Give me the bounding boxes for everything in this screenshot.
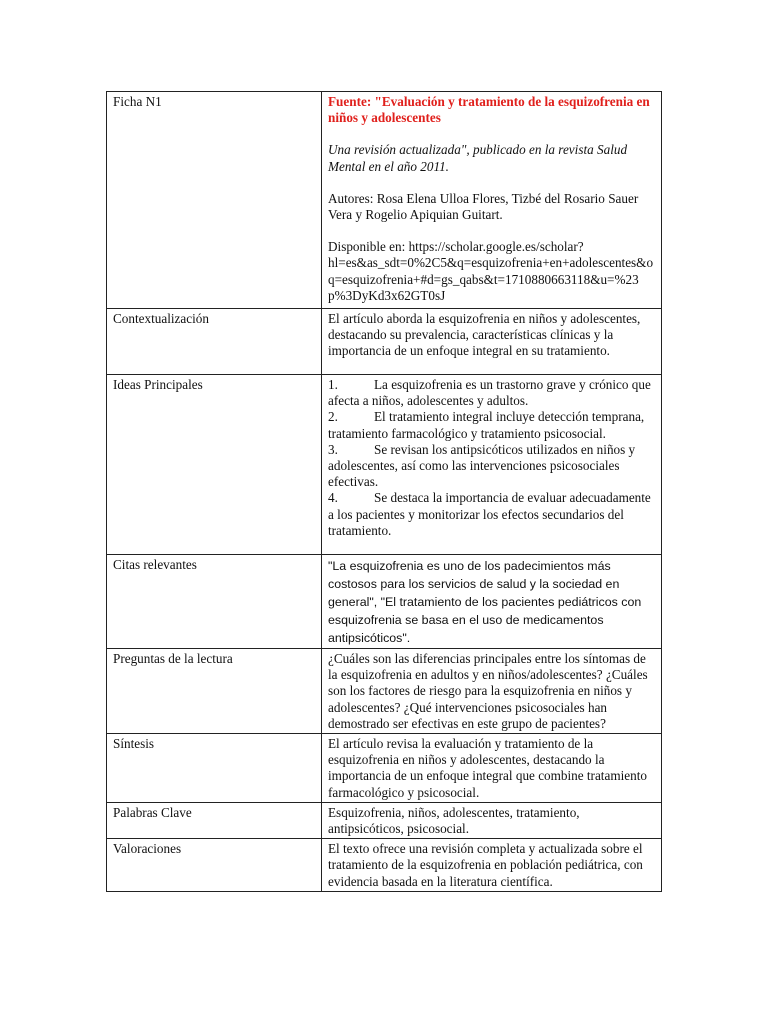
cell-valoraciones: El texto ofrece una revisión completa y actualizada sobre el tratamiento de la esquizofrenia en población pediátrica, con evidencia basada en la literatura científica. <box>322 839 662 892</box>
label-sintesis: Síntesis <box>107 734 322 803</box>
source-url[interactable]: hl=es&as_sdt=0%2C5&q=esquizofrenia+en+adolescentes&oq=esquizofrenia+#d=gs_qabs&t=1710880663118&u=%23p%3DyKd3x62GT0sJ <box>328 255 654 303</box>
row-fuente <box>107 92 662 309</box>
row-valoraciones <box>107 839 662 892</box>
row-contextualizacion <box>107 309 662 375</box>
idea-item: 4. Se destaca la importancia de evaluar adecuadamente a los pacientes y monitorizar los efectos secundarios del tratamiento. <box>328 490 651 538</box>
cell-preguntas: ¿Cuáles son las diferencias principales entre los síntomas de la esquizofrenia en adultos y en niños/adolescentes? ¿Cuáles son los factores de riesgo para la esquizofrenia en niños y adolescentes? ¿Qué intervenciones psicosociales han demostrado ser efectivas en este grupo de pacientes? <box>322 649 662 734</box>
source-available-prefix: Disponible en: https://scholar.google.es/scholar? <box>328 239 584 255</box>
label-valoraciones: Valoraciones <box>107 839 322 892</box>
cell-ideas <box>322 375 662 555</box>
idea-item: 2. El tratamiento integral incluye detección temprana, tratamiento farmacológico y tratamiento psicosocial. <box>328 409 645 441</box>
cell-palabras: Esquizofrenia, niños, adolescentes, tratamiento, antipsicóticos, psicosocial. <box>322 802 662 838</box>
row-citas <box>107 555 662 649</box>
cell-citas: "La esquizofrenia es uno de los padecimientos más costosos para los servicios de salud y la sociedad en general", "El tratamiento de los pacientes pediátricos con esquizofrenia se basa en el uso de medicamentos antipsicóticos". <box>322 555 662 649</box>
label-contextualizacion: Contextualización <box>107 309 322 375</box>
idea-item: 1. La esquizofrenia es un trastorno grave y crónico que afecta a niños, adolescentes y adultos. <box>328 377 651 409</box>
source-title: Fuente: "Evaluación y tratamiento de la esquizofrenia en niños y adolescentes <box>328 94 650 126</box>
row-palabras <box>107 802 662 838</box>
label-preguntas: Preguntas de la lectura <box>107 649 322 734</box>
row-preguntas <box>107 649 662 734</box>
idea-item: 3. Se revisan los antipsicóticos utilizados en niños y adolescentes, así como las intervenciones psicosociales efectivas. <box>328 441 636 490</box>
label-ficha: Ficha N1 <box>107 92 322 309</box>
cell-sintesis: El artículo revisa la evaluación y tratamiento de la esquizofrenia en niños y adolescentes, destacando la importancia de un enfoque integral que combine tratamiento farmacológico y psicosocial. <box>322 734 662 803</box>
label-citas: Citas relevantes <box>107 555 322 649</box>
cell-contextualizacion: El artículo aborda la esquizofrenia en niños y adolescentes, destacando su prevalencia, características clínicas y la importancia de un enfoque integral en su tratamiento. <box>322 309 662 375</box>
cell-fuente <box>322 92 662 309</box>
label-ideas: Ideas Principales <box>107 375 322 555</box>
row-ideas <box>107 375 662 555</box>
source-subtitle: Una revisión actualizada", publicado en la revista Salud Mental en el año 2011. <box>328 142 628 174</box>
row-sintesis <box>107 734 662 803</box>
label-palabras: Palabras Clave <box>107 802 322 838</box>
ficha-table <box>106 91 662 892</box>
source-authors: Autores: Rosa Elena Ulloa Flores, Tizbé del Rosario Sauer Vera y Rogelio Apiquian Guitart. <box>328 190 639 223</box>
